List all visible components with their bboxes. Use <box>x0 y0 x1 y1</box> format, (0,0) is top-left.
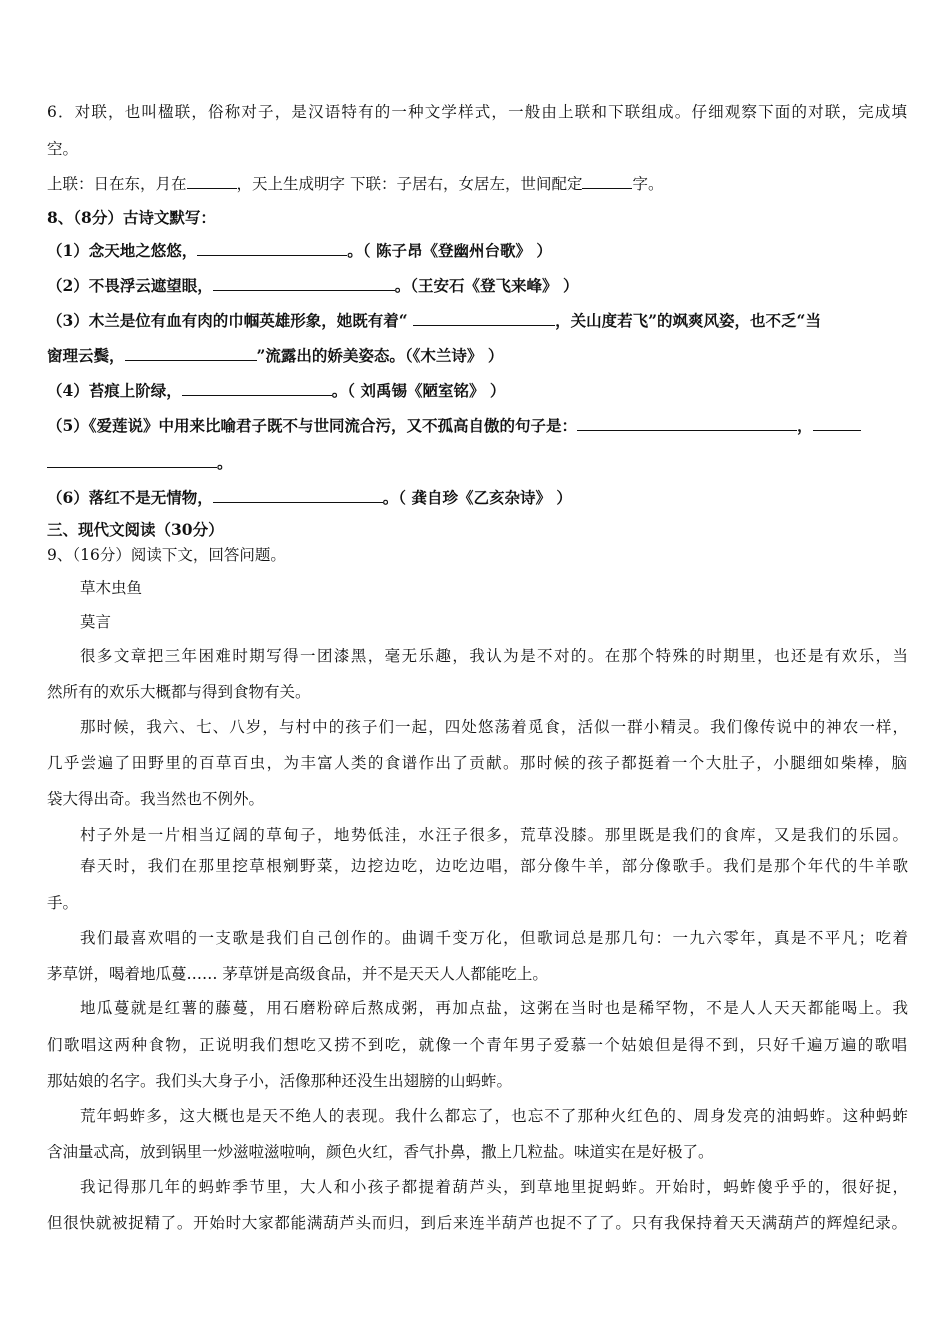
q6-line1: 6．对联，也叫楹联，俗称对子，是汉语特有的一种文学样式，一般由上联和下联组成。仔细观察下面的对联，完成填 <box>47 103 907 121</box>
q8-item5-blank-1[interactable] <box>577 415 797 431</box>
q8-item2-source: 。（王安石《登飞来峰》 ） <box>394 276 579 295</box>
article-line: 然所有的欢乐大概都与得到食物有关。 <box>47 683 311 701</box>
q8-item-2 <box>47 275 907 296</box>
q8-item3-blank-1[interactable] <box>413 310 555 326</box>
q6-line2: 空。 <box>47 140 79 158</box>
article-author: 莫言 <box>80 613 112 631</box>
couplet-upper-prefix: 上联：日在东，月在 <box>47 175 187 193</box>
q8-item5-prompt: （5）《爱莲说》中用来比喻君子既不与世同流合污，又不孤高自傲的句子是： <box>47 416 578 435</box>
q8-item-5-cont <box>47 452 907 473</box>
article-line: 那时候，我六、七、八岁，与村中的孩子们一起，四处悠荡着觅食，活似一群小精灵。我们像传说中的神农一样， <box>80 718 908 736</box>
q8-item4-source: 。（ 刘禹锡《陋室铭》 ） <box>331 381 506 400</box>
article-title: 草木虫鱼 <box>80 579 143 597</box>
article-line: 但很快就被捉精了。开始时大家都能满葫芦头而归，到后来连半葫芦也捉不了了。只有我保持着天天满葫芦的辉煌纪录。 <box>47 1214 907 1232</box>
q8-item1-blank[interactable] <box>197 240 347 256</box>
q8-item-5 <box>47 415 907 436</box>
article-line: 含油量忒高，放到锅里一炒滋啦滋啦响，颜色火红，香气扑鼻，撒上几粒盐。味道实在是好极了。 <box>47 1143 714 1161</box>
q8-item4-prompt: （4）苔痕上阶绿， <box>47 381 182 400</box>
article-line: 村子外是一片相当辽阔的草甸子，地势低洼，水汪子很多，荒草没膝。那里既是我们的食库，又是我们的乐园。 <box>80 826 908 844</box>
article-line: 手。 <box>47 894 79 912</box>
q8-item6-source: 。（ 龚自珍《乙亥杂诗》 ） <box>382 488 572 507</box>
article-line: 很多文章把三年困难时期写得一团漆黑，毫无乐趣，我认为是不对的。在那个特殊的时期里，也还是有欢乐，当 <box>80 647 908 665</box>
article-line: 茅草饼，喝着地瓜蔓…… 茅草饼是高级食品，并不是天天人人都能吃上。 <box>47 965 548 983</box>
article-line: 荒年蚂蚱多，这大概也是天不绝人的表现。我什么都忘了，也忘不了那种火红色的、周身发亮的油蚂蚱。这种蚂蚱 <box>80 1107 908 1125</box>
q8-item5-end: 。 <box>217 453 233 472</box>
article-line: 几乎尝遍了田野里的百草百虫，为丰富人类的食谱作出了贡献。那时候的孩子都挺着一个大肚子，小腿细如柴棒，脑 <box>47 754 907 772</box>
q8-item-4 <box>47 380 907 401</box>
q8-header: 8、（8分）古诗文默写： <box>47 208 216 227</box>
q8-item-3 <box>47 310 907 331</box>
section3-header: 三、现代文阅读（30分） <box>47 520 224 539</box>
q8-item5-blank-2a[interactable] <box>813 415 861 431</box>
q8-item-1 <box>47 240 907 261</box>
q8-item-3-cont <box>47 345 907 366</box>
article-line: 我记得那几年的蚂蚱季节里，大人和小孩子都提着葫芦头，到草地里捉蚂蚱。开始时，蚂蚱傻乎乎的，很好捉， <box>80 1178 908 1196</box>
q8-item6-blank[interactable] <box>213 487 383 503</box>
q8-item3-blank-2[interactable] <box>125 345 257 361</box>
article-line: 们歌唱这两种食物，正说明我们想吃又捞不到吃，就像一个青年男子爱慕一个姑娘但是得不到，只好千遍万遍的歌唱 <box>47 1036 907 1054</box>
q9-header: 9、（16分）阅读下文，回答问题。 <box>47 546 286 564</box>
article-line: 袋大得出奇。我当然也不例外。 <box>47 790 265 808</box>
couplet-mid: ，天上生成明字 下联：子居右，女居左，世间配定 <box>236 175 583 193</box>
q8-item2-blank[interactable] <box>213 275 395 291</box>
q8-item3-mid: ，关山度若飞”的飒爽风姿，也不乏“当 <box>555 311 821 330</box>
article-line: 我们最喜欢唱的一支歌是我们自己创作的。曲调千变万化，但歌词总是那几句：一九六零年，真是不平凡；吃着 <box>80 929 908 947</box>
q8-item3b-prompt: 窗理云鬓， <box>47 346 125 365</box>
q8-item-6 <box>47 487 907 508</box>
article-line: 那姑娘的名字。我们头大身子小，活像那种还没生出翅膀的山蚂蚱。 <box>47 1072 513 1090</box>
q8-item3-prompt: （3）木兰是位有血有肉的巾帼英雄形象，她既有着“ <box>47 311 414 330</box>
couplet-blank-2[interactable] <box>582 173 632 189</box>
q8-item1-source: 。（ 陈子昂《登幽州台歌》 ） <box>347 241 552 260</box>
q8-item6-prompt: （6）落红不是无情物， <box>47 488 213 507</box>
q8-item2-prompt: （2）不畏浮云遮望眼， <box>47 276 213 295</box>
q6-couplet <box>47 173 907 194</box>
couplet-blank-1[interactable] <box>187 173 237 189</box>
q8-item5-blank-2b[interactable] <box>47 452 217 468</box>
q8-item3b-source: ”流露出的娇美姿态。（《木兰诗》 ） <box>256 346 504 365</box>
q8-item1-prompt: （1）念天地之悠悠， <box>47 241 198 260</box>
couplet-suffix: 字。 <box>632 175 664 193</box>
q8-item4-blank[interactable] <box>182 380 332 396</box>
article-line: 地瓜蔓就是红薯的藤蔓，用石磨粉碎后熬成粥，再加点盐，这粥在当时也是稀罕物，不是人人天天都能喝上。我 <box>80 999 908 1017</box>
article-line: 春天时，我们在那里挖草根剜野菜，边挖边吃，边吃边唱，部分像牛羊，部分像歌手。我们是那个年代的牛羊歌 <box>80 857 908 875</box>
q8-item5-comma: ， <box>797 416 813 435</box>
